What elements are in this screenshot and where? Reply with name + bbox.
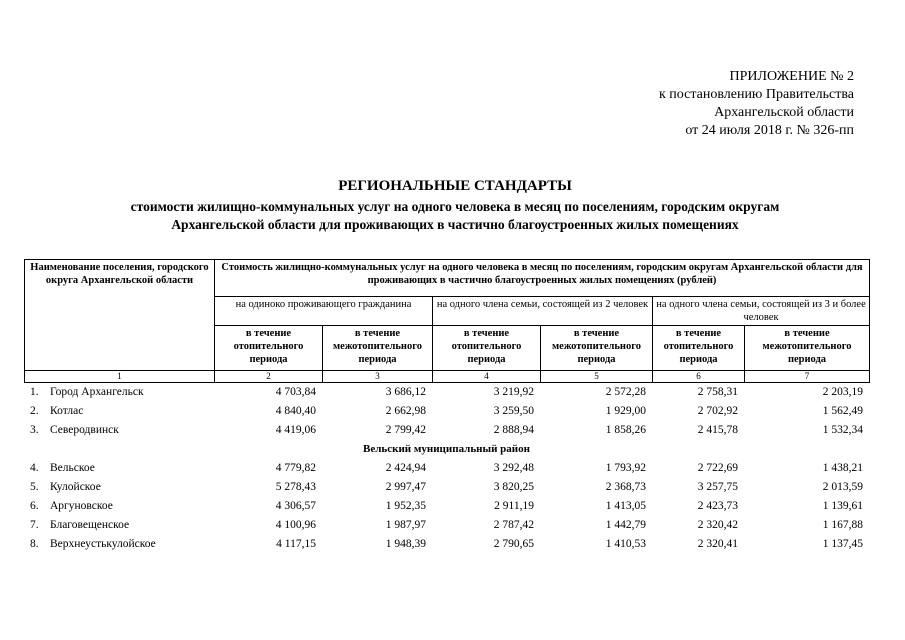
cost-value: 3 292,48 — [493, 461, 534, 474]
row-number: 3. — [30, 423, 39, 436]
cost-value: 1 562,49 — [822, 404, 863, 417]
table-row — [24, 401, 869, 420]
cost-value: 2 424,94 — [385, 461, 426, 474]
cost-value: 4 779,82 — [275, 461, 316, 474]
cost-value: 2 787,42 — [493, 518, 534, 531]
table-row — [24, 515, 869, 534]
row-number: 8. — [30, 537, 39, 550]
cost-value: 1 987,97 — [385, 518, 426, 531]
cost-value: 1 137,45 — [822, 537, 863, 550]
cost-value: 1 139,61 — [822, 499, 863, 512]
cost-value: 1 793,92 — [605, 461, 646, 474]
row-number: 5. — [30, 480, 39, 493]
cost-value: 1 952,35 — [385, 499, 426, 512]
cost-value: 2 799,42 — [385, 423, 426, 436]
table-header — [24, 259, 870, 383]
row-number: 2. — [30, 404, 39, 417]
cost-value: 4 419,06 — [275, 423, 316, 436]
cost-value: 2 758,31 — [697, 385, 738, 398]
cost-value: 2 997,47 — [385, 480, 426, 493]
settlement-name: Кулойское — [50, 480, 101, 493]
cost-value: 2 013,59 — [822, 480, 863, 493]
settlement-name: Благовещенское — [50, 518, 130, 531]
col-number: 4 — [433, 371, 541, 383]
settlement-name: Аргуновское — [50, 499, 113, 512]
col-number: 6 — [653, 371, 745, 383]
cost-value: 4 100,96 — [275, 518, 316, 531]
cost-value: 4 306,57 — [275, 499, 316, 512]
cost-value: 2 722,69 — [697, 461, 738, 474]
col-number: 3 — [323, 371, 433, 383]
cost-value: 1 438,21 — [822, 461, 863, 474]
cost-value: 1 410,53 — [605, 537, 646, 550]
table-row — [24, 477, 869, 496]
header-heating-3: в течение отопительного периода — [653, 326, 745, 371]
header-group-single: на одиноко проживающего гражданина — [215, 297, 433, 326]
cost-value: 2 368,73 — [605, 480, 646, 493]
header-heating-2: в течение отопительного периода — [433, 326, 541, 371]
cost-value: 1 442,79 — [605, 518, 646, 531]
cost-value: 2 320,41 — [697, 537, 738, 550]
row-number: 1. — [30, 385, 39, 398]
header-name-column: Наименование поселения, городского округа Архангельской области — [25, 260, 215, 371]
appendix-block — [560, 68, 854, 140]
header-cost-group: Стоимость жилищно-коммунальных услуг на одного человека в месяц по поселениям, городским округам Архангельской области для проживающих в частично благоустроенных жилых помещениях (рублей) — [215, 260, 870, 297]
table-row — [24, 420, 869, 439]
row-number: 7. — [30, 518, 39, 531]
cost-value: 1 948,39 — [385, 537, 426, 550]
col-number: 5 — [541, 371, 653, 383]
title-main: РЕГИОНАЛЬНЫЕ СТАНДАРТЫ — [338, 178, 572, 194]
cost-value: 1 413,05 — [605, 499, 646, 512]
cost-value: 3 259,50 — [493, 404, 534, 417]
cost-value: 2 320,42 — [697, 518, 738, 531]
cost-value: 3 219,92 — [493, 385, 534, 398]
cost-value: 2 423,73 — [697, 499, 738, 512]
cost-value: 2 415,78 — [697, 423, 738, 436]
cost-value: 5 278,43 — [275, 480, 316, 493]
cost-value: 3 257,75 — [697, 480, 738, 493]
settlement-name: Северодвинск — [50, 423, 119, 436]
cost-value: 3 686,12 — [385, 385, 426, 398]
col-number: 7 — [745, 371, 870, 383]
header-group-two: на одного члена семьи, состоящей из 2 человек — [433, 297, 653, 326]
header-nonheating-2: в течение межотопительного периода — [541, 326, 653, 371]
row-number: 6. — [30, 499, 39, 512]
cost-value: 2 203,19 — [822, 385, 863, 398]
title-sub-1: стоимости жилищно-коммунальных услуг на одного человека в месяц по поселениям, городским округам — [130, 199, 780, 214]
cost-value: 1 532,34 — [822, 423, 863, 436]
table-body — [24, 382, 869, 553]
appendix-region: Архангельской области — [714, 105, 854, 120]
cost-value: 1 929,00 — [605, 404, 646, 417]
document-title — [30, 176, 880, 233]
header-nonheating-3: в течение межотопительного периода — [745, 326, 870, 371]
table-row — [24, 458, 869, 477]
col-number: 2 — [215, 371, 323, 383]
header-heating-1: в течение отопительного периода — [215, 326, 323, 371]
col-number: 1 — [25, 371, 215, 383]
cost-value: 4 703,84 — [275, 385, 316, 398]
cost-value: 2 662,98 — [385, 404, 426, 417]
table-row — [24, 534, 869, 553]
cost-value: 4 117,15 — [276, 537, 316, 550]
settlement-name: Вельское — [50, 461, 95, 474]
table-row — [24, 496, 869, 515]
appendix-title: ПРИЛОЖЕНИЕ № 2 — [729, 69, 854, 84]
settlement-name: Верхнеустькулойское — [50, 537, 156, 550]
section-heading: Вельский муниципальный район — [363, 442, 530, 455]
settlement-name: Город Архангельск — [50, 385, 144, 398]
cost-value: 1 167,88 — [822, 518, 863, 531]
cost-value: 3 820,25 — [493, 480, 534, 493]
cost-value: 2 911,19 — [494, 499, 534, 512]
appendix-resolution: к постановлению Правительства — [658, 87, 854, 102]
cost-value: 2 572,28 — [605, 385, 646, 398]
appendix-date: от 24 июля 2018 г. № 326-пп — [685, 123, 854, 138]
header-group-three: на одного члена семьи, состоящей из 3 и более человек — [653, 297, 870, 326]
cost-value: 1 858,26 — [605, 423, 646, 436]
row-number: 4. — [30, 461, 39, 474]
cost-value: 2 790,65 — [493, 537, 534, 550]
cost-value: 2 702,92 — [697, 404, 738, 417]
header-nonheating-1: в течение межотопительного периода — [323, 326, 433, 371]
cost-value: 4 840,40 — [275, 404, 316, 417]
table-row — [24, 382, 869, 401]
title-sub-2: Архангельской области для проживающих в частично благоустроенных жилых помещениях — [171, 217, 739, 232]
settlement-name: Котлас — [50, 404, 84, 417]
cost-value: 2 888,94 — [493, 423, 534, 436]
